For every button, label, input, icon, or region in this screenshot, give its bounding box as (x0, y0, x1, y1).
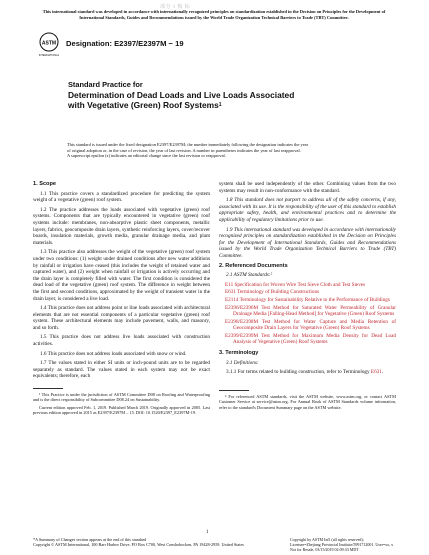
reference-title[interactable]: Specification for Woven Wire Test Sieve Cloth and Test Sieves (234, 281, 366, 288)
reference-code[interactable]: E11 (225, 281, 234, 288)
paragraph-1-2: 1.2 The practice addresses the loads associated with vegetative (green) roof systems. Components that are typically encountered in vegetative (green) roof systems include: membranes, non-absorptive plastic sheet components, metallic layers, fabrics, geocomposite drain layers, synthetic reinforcing layers, cover/recover boards, insulation materials, growth media, granular drainage media, and plant materials. (33, 206, 210, 246)
reference-item[interactable] (219, 289, 396, 296)
reference-title[interactable]: Test Method for Water Capture and Media Retention of Geocomposite Drain Layers for Vegetative (Green) Roof Systems (233, 318, 397, 332)
reference-item[interactable] (219, 319, 396, 332)
reference-code[interactable]: E2399/E2399M (225, 332, 259, 339)
paragraph-1-1: 1.1 This practice covers a standardized procedure for predicting the system weight of a vegetative (green) roof system. (33, 190, 210, 204)
page-number: 1 (206, 530, 209, 535)
issue-note (67, 142, 367, 159)
left-column (33, 181, 210, 418)
issue-note-line: of original adoption or, in the case of revision, the year of last revision. A number in parentheses indicates the year of last reapproval. (67, 147, 301, 153)
astm-logo (39, 32, 59, 58)
footnotes-left (33, 392, 210, 416)
terminology-link[interactable]: E631 (370, 369, 382, 376)
paragraph-1-4: 1.4 This practice does not address point or line loads associated with architectural elements that are not essential components of a particular vegetative (green) roof system. These architectural elements may include pavement, walls, and masonry, and so forth. (33, 305, 210, 331)
reference-code[interactable]: E2398/E2398M (225, 318, 259, 325)
paragraph-1-7-continued: system shall be used independently of the other. Combining values from the two systems may result in non-conformance with the standard. (219, 181, 396, 194)
license-stamp (290, 537, 396, 552)
paragraph-2-1: 2.1 ASTM Standards:² (226, 272, 273, 279)
title-line-3 (68, 100, 368, 110)
license-line: Not for Resale, 03/15/2019 02:09:33 MDT (290, 547, 359, 552)
paragraph-1-8: 1.8 This standard does not purport to address all of the safety concerns, if any, associated with its use. It is the responsibility of the user of this standard to establish appropriate safety, health, and environmental practices and to determine the applicability of regulatory limitations prior to use. (219, 197, 396, 223)
title-line-2: Determination of Dead Loads and Live Loads Associated (68, 90, 295, 100)
title-line-1: Standard Practice for (68, 80, 143, 89)
footnote-rule (219, 390, 249, 391)
license-line: Licensee=Zhejiang Provincial Institute/5991712001. User=xx, x (290, 542, 394, 547)
paragraph-3-1-1 (219, 369, 396, 376)
footnote-1: ¹ This Practice is under the jurisdiction of ASTM Committee D08 on Roofing and Waterproofing and is the direct responsibility of Subcommittee D08.24 on Sustainability. (33, 392, 210, 403)
reference-list (219, 282, 396, 346)
svg-text:ASTM: ASTM (41, 40, 57, 47)
reference-item[interactable] (219, 305, 396, 318)
paragraph-3-1-1-end: . (381, 369, 384, 376)
footnote-rule (33, 388, 63, 389)
title-line-3-text: with Vegetative (Green) Roof Systems (68, 100, 219, 110)
reference-title[interactable]: Terminology for Sustainability Relative to the Performance of Buildings (239, 296, 390, 303)
license-line: Copyright by ASTM Int'l (all rights reserved); (290, 537, 364, 542)
section-3-heading: 3. Terminology (219, 350, 259, 357)
section-2-heading: 2. Referenced Documents (219, 262, 288, 269)
issue-note-line: A superscript epsilon (ε) indicates an editorial change since the last revision or reapproval. (67, 153, 226, 159)
document-title (68, 80, 368, 110)
title-footnote-mark[interactable]: 1 (218, 102, 222, 108)
reference-item[interactable] (219, 282, 396, 289)
footnote-1-edition: Current edition approved Feb. 1, 2019. Published March 2019. Originally approved in 2005. Last previous edition approved in 2015 as E2397/E2397M – 15. DOI: 10.1520/E2397_E2397M-19. (33, 404, 210, 416)
reference-title[interactable]: Test Method for Saturated Water Permeability of Granular Drainage Media [Falling-Head Method] for Vegetative (Green) Roof Systems (233, 304, 396, 318)
reference-title[interactable]: Test Method for Maximum Media Density for Dead Load Analysis of Vegetative (Green) Roof Systems (233, 332, 396, 346)
designation: Designation: E2397/E2397M − 19 (66, 39, 184, 48)
reference-code[interactable]: E2114 (225, 296, 239, 303)
paragraph-1-5: 1.5 This practice does not address live loads associated with construction activities. (33, 334, 210, 348)
reference-item[interactable] (219, 297, 396, 304)
paragraph-3-1-1-text: 3.1.1 For terms related to building construction, refer to Terminology (226, 369, 371, 376)
paragraph-1-3: 1.3 This practice also addresses the weight of the vegetative (green) roof system under two conditions: (1) weight under drained conditions after new water additions by rainfall or irrigation have ceased (this includes the weight of retained water and captured water), and (2) weight when rainfall or irrigation is actively occurring and the drain layer is completely filled with water. The first condition is considered the dead load of the vegetative (green) roof system. The difference in weight between the first and second conditions, approximated by the weight of transient water in the drain layer, is considered a live load. (33, 249, 210, 302)
tbt-notice: This international standard was developed in accordance with internationally recognized principles on standardization established in the Decision on Principles for the Development of International Standards, Guides and Recommendations issued by the World Trade Organization Technical Barriers to Trade (TBT) Committee. (42, 9, 386, 20)
copyright-line: Copyright © ASTM International, 100 Barr Harbor Drive, PO Box C700, West Conshohocken, PA 19428-2959. United States (33, 542, 244, 547)
watermark: 部分 1 购 标 (160, 5, 191, 10)
reference-item[interactable] (219, 333, 396, 346)
footnote-2: ² For referenced ASTM standards, visit the ASTM website, www.astm.org, or contact ASTM Customer Service at service@astm.org. For Annual Book of ASTM Standards volume information, refer to the standard's Document Summary page on the ASTM website. (219, 393, 396, 410)
footnotes-right (219, 394, 396, 410)
issue-note-line: This standard is issued under the fixed designation E2397/E2397M; the number immediately following the designation indicates the year (67, 142, 309, 147)
reference-code[interactable]: E2396/E2396M (225, 304, 259, 311)
reference-title[interactable]: Terminology of Building Constructions (237, 289, 320, 296)
svg-text:INTERNATIONAL: INTERNATIONAL (39, 54, 59, 57)
paragraph-1-6: 1.6 This practice does not address loads associated with snow or wind. (40, 350, 187, 357)
section-1-heading: 1. Scope (33, 181, 57, 187)
paragraph-3-1: 3.1 Definitions: (226, 359, 259, 366)
right-column (219, 181, 396, 412)
reference-code[interactable]: E631 (225, 289, 236, 296)
paragraph-1-9: 1.9 This international standard was developed in accordance with internationally recognized principles on standardization established in the Decision on Principles for the Development of International Standards, Guides and Recommendations issued by the World Trade Organization Technical Barriers to Trade (TBT) Committee. (219, 226, 396, 259)
paragraph-1-7: 1.7 The values stated in either SI units or inch-pound units are to be regarded separately as standard. The values stated in each system may not be exact equivalents; therefore, each (33, 360, 210, 380)
astm-logo-icon (39, 32, 59, 58)
summary-of-changes-note: *A Summary of Changes section appears at the end of this standard (33, 537, 147, 542)
